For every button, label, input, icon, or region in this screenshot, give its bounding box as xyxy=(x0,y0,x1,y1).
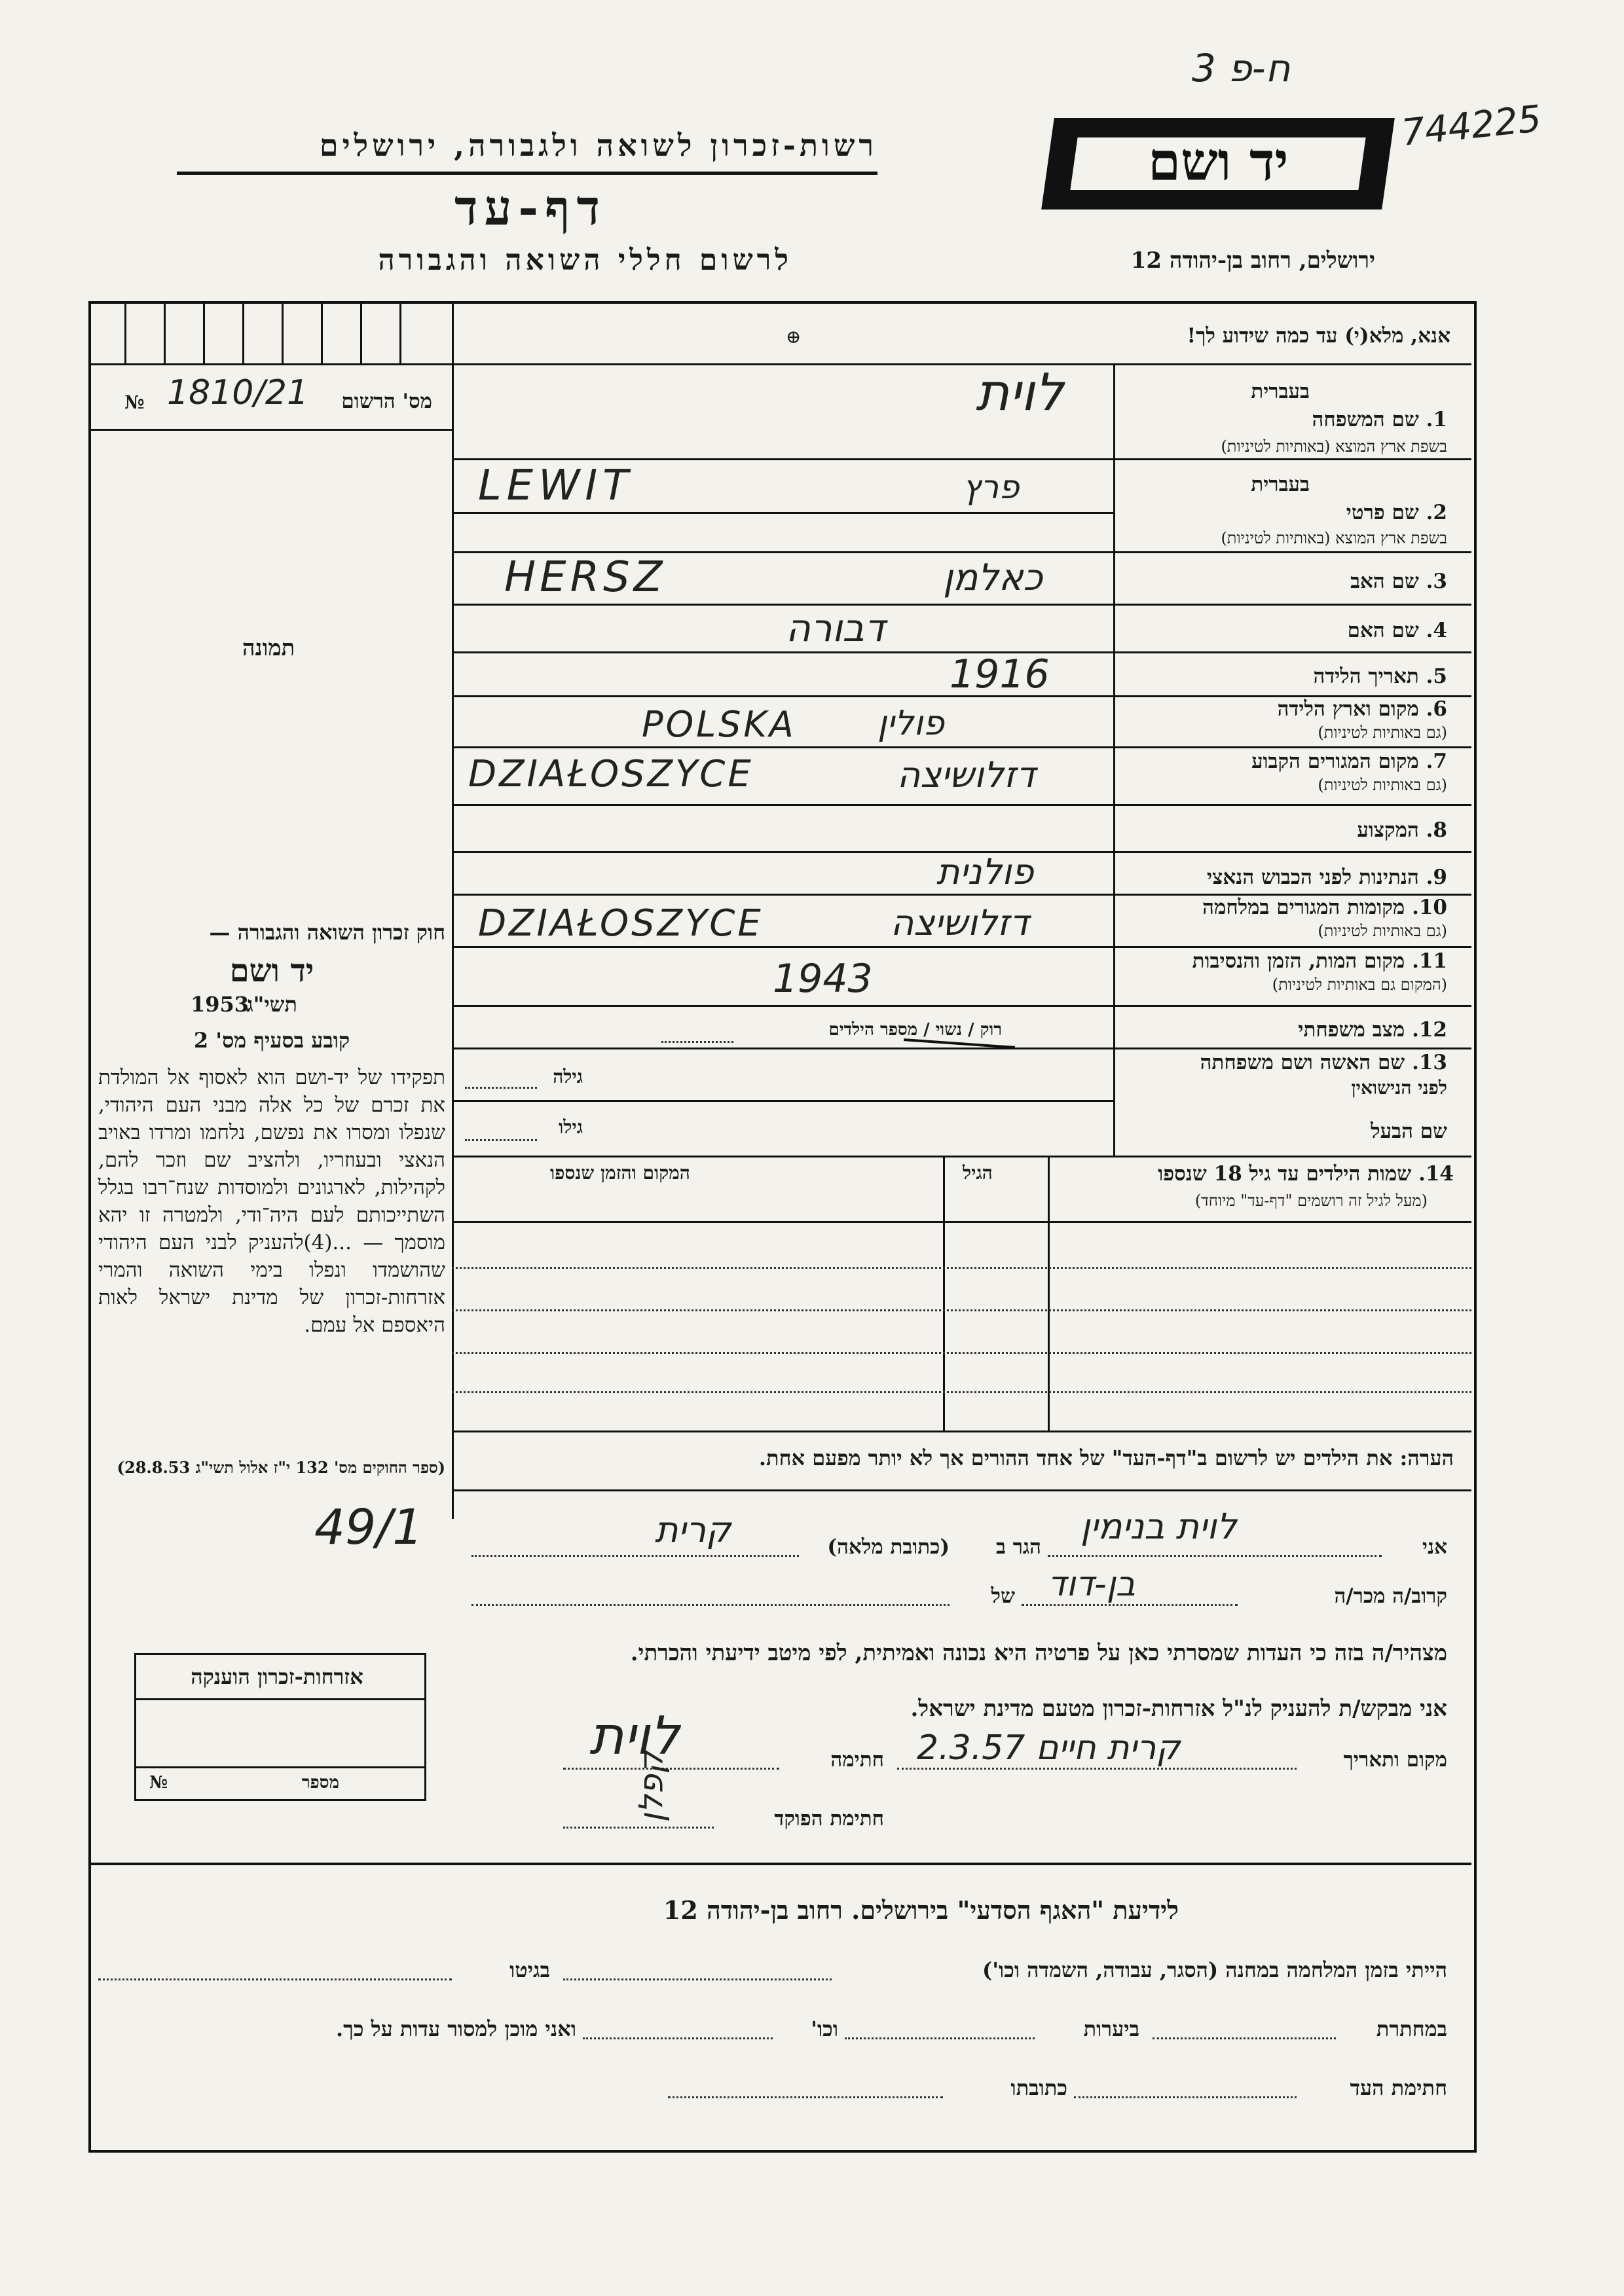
husband-age-label: גילו xyxy=(559,1116,583,1138)
field-7-label: 7. מקום המגורים הקבוע xyxy=(1251,750,1447,773)
bottom-line3-b: כתובתו xyxy=(1010,2075,1067,2100)
citizenship-box xyxy=(134,1653,426,1801)
field-2-label: 2. שם פרטי xyxy=(1346,501,1447,524)
citizenship-title: אזרחות-זכרון הוענקה xyxy=(191,1664,363,1689)
field-3-hebrew: כאלמן xyxy=(943,556,1043,599)
law-year: 1953 xyxy=(190,992,249,1017)
place-date-value: קרית חיים 2.3.57 xyxy=(917,1728,1181,1768)
children-row-1 xyxy=(452,1267,1471,1269)
field-11-label: 11. מקום המות, הזמן והנסיבות xyxy=(1192,949,1447,973)
field-5-value: 1916 xyxy=(950,651,1050,697)
field-14-place-header: המקום והזמן שנספו xyxy=(550,1162,690,1184)
field-6-sub: (גם באותיות לטיניות) xyxy=(1318,723,1447,742)
bottom-section-rule xyxy=(88,1863,1471,1865)
relation-value: בן-דוד xyxy=(1048,1565,1135,1604)
declaration-text: מצהיר/ה בזה כי העדות שמסרתי כאן על פרטיה היא נכונה ואמיתית, לפי מיטב ידיעתי והכרתי. xyxy=(630,1640,1447,1666)
field-9-value: פולנית xyxy=(936,851,1034,892)
bottom-line1-blank-2 xyxy=(98,1978,452,1980)
field-10-hebrew: דזלושיצה xyxy=(891,902,1029,943)
header-rule xyxy=(177,172,877,175)
registration-number: 1810/21 xyxy=(167,373,309,412)
row-1-rule xyxy=(452,458,1471,460)
hebrew-label-2: בעברית xyxy=(1251,473,1310,496)
hebrew-label-1: בעברית xyxy=(1251,380,1310,403)
bottom-line1-b: בגיטו xyxy=(509,1958,550,1982)
field-6-label: 6. מקום וארץ הלידה xyxy=(1277,697,1447,721)
bottom-line1-a: הייתי בזמן המלחמה במחנה (הסגר, עבודה, השמדה וכו') xyxy=(982,1958,1447,1982)
yad-vashem-logo xyxy=(1041,118,1395,210)
signature-label: חתימה xyxy=(830,1748,884,1772)
field-3-label: 3. שם האב xyxy=(1350,570,1447,593)
field-2-hebrew: פרץ xyxy=(963,468,1020,506)
row-13-rule xyxy=(452,1100,1113,1102)
field-2-sub: בשפת ארץ המוצא (באותיות לטיניות) xyxy=(1221,529,1447,547)
form-subtitle: לרשום חללי השואה והגבורה xyxy=(378,244,792,277)
bottom-line2-blank-3 xyxy=(583,2037,773,2039)
bottom-line1-blank-1 xyxy=(563,1978,832,1980)
children-col-divider-2 xyxy=(943,1156,945,1430)
bottom-line3-a: חתימת העד xyxy=(1350,2075,1447,2100)
field-14-label: 14. שמות הילדים עד גיל 18 שנספו xyxy=(1158,1162,1454,1186)
children-row-2 xyxy=(452,1309,1471,1311)
field-4-label: 4. שם האם xyxy=(1347,619,1447,642)
husband-rule xyxy=(452,1156,1471,1157)
children-bottom-rule xyxy=(452,1430,1471,1432)
children-note: הערה: את הילדים יש לרשום ב"דף-העד" של אחד ההורים אך לא יותר מפעם אחת. xyxy=(758,1446,1454,1470)
note-rule xyxy=(452,1489,1471,1491)
declarant-name: לוית בנימין xyxy=(1080,1506,1237,1547)
field-10-sub: (גם באותיות לטיניות) xyxy=(1318,922,1447,940)
resides-label: הגר ב xyxy=(995,1535,1041,1559)
registration-sign: № xyxy=(124,392,145,413)
law-reference: (ספר החוקים מס' 132 י"ז אלול תשי"ג 28.8.53) xyxy=(117,1458,445,1477)
margin-note: 49/1 xyxy=(314,1499,424,1556)
row-3-rule xyxy=(452,604,1471,606)
field-2-latin: LEWIT xyxy=(478,462,634,510)
address-value: קרית xyxy=(655,1509,731,1550)
field-14-age-header: הגיל xyxy=(963,1162,993,1184)
of-label: של xyxy=(991,1584,1015,1608)
of-blank xyxy=(471,1604,950,1606)
field-11-sub: (המקום גם באותיות לטיניות) xyxy=(1272,975,1447,994)
law-clause: קובע בסעיף מס' 2 xyxy=(193,1028,350,1053)
authority-line: רשות-זכרון לשואה ולגבורה, ירושלים xyxy=(319,128,877,163)
field-1-label: 1. שם המשפחה xyxy=(1312,408,1447,431)
children-row-3 xyxy=(452,1352,1471,1354)
logo-text: יד ושם xyxy=(1148,131,1289,192)
field-7-latin: DZIAŁOSZYCE xyxy=(468,753,754,795)
husband-label: שם הבעל xyxy=(1371,1120,1447,1143)
address-label: (כתובת מלאה) xyxy=(827,1535,950,1559)
law-year-he: תשי"ג xyxy=(246,992,297,1017)
citizenship-number-label: מספר xyxy=(301,1773,339,1793)
officer-label: חתימת הפוקד xyxy=(774,1807,884,1831)
request-text: אני מבקש/ת להעניק לנ"ל אזרחות-זכרון מטעם מדינת ישראל. xyxy=(910,1696,1447,1722)
relative-label: קרוב/ה מכר/ה xyxy=(1334,1584,1447,1608)
field-7-sub: (גם באותיות לטיניות) xyxy=(1318,776,1447,794)
archive-number: 744225 xyxy=(1399,98,1543,155)
field-4-value: דבורה xyxy=(786,606,885,650)
bottom-heading: לידיעת "האגף הסדעי" בירושלים. רחוב בן-יהודה 12 xyxy=(663,1895,1179,1925)
bottom-line2-c: וכו' xyxy=(811,2016,838,2041)
field-6-hebrew: פולין xyxy=(877,704,944,743)
field-7-hebrew: דזלושיצה xyxy=(897,754,1036,795)
law-title: חוק זכרון השואה והגבורה — xyxy=(209,920,445,945)
registration-label: מס' הרשום xyxy=(341,390,432,413)
officer-signature: קפלן xyxy=(632,1751,671,1823)
children-row-4 xyxy=(452,1391,1471,1393)
field-13-label: 13. שם האשה ושם משפחתה xyxy=(1200,1051,1447,1074)
registration-rule xyxy=(88,429,452,431)
children-col-divider-1 xyxy=(1048,1156,1050,1430)
row-10-rule xyxy=(452,946,1471,948)
field-10-latin: DZIAŁOSZYCE xyxy=(478,902,764,945)
law-name: יד ושם xyxy=(229,953,314,989)
field-10-label: 10. מקומות המגורים במלחמה xyxy=(1202,896,1447,919)
law-text: תפקידו של יד-ושם הוא לאסוף אל המולדת את זכרם של כל אלה מבני העם היהודי, שנפלו ומסרו את נפשם, נלחמו ומרדו באויב הנאצי ובעוזריו, ולהציב שם וזכר להם, לקהילות, לארגונים ולמוסדות שנח־רבו בגלל השתייכותם לעם היה־ודי, ולמטרה זו יהא מוסמך — ...(4)להעניק לבני העם היהודי שהושמדו ונפלו בימי השואה והמרי אזרחות-זכרון של מדינת ישראל לאות היאספם אל עמם. xyxy=(98,1066,445,1337)
form-title: דף-עד xyxy=(454,180,607,236)
circle-mark-icon: ⊕ xyxy=(786,326,802,348)
field-5-label: 5. תאריך הלידה xyxy=(1313,665,1447,688)
children-header-rule xyxy=(452,1221,1471,1223)
husband-age-blank xyxy=(465,1139,537,1141)
field-13-age-label: גילה xyxy=(553,1066,583,1087)
field-6-latin: POLSKA xyxy=(642,704,796,745)
field-12-options: רוק / נשוי / מספר הילדים xyxy=(828,1020,1002,1040)
row-11-rule xyxy=(452,1005,1471,1007)
instruction-text: אנא, מלא(י) עד כמה שידוע לך! xyxy=(1187,324,1450,348)
name-blank xyxy=(1048,1555,1382,1557)
row-2-mid-rule xyxy=(452,512,1113,514)
field-9-label: 9. הנתינות לפני הכבוש הנאצי xyxy=(1207,866,1447,889)
row-6-rule xyxy=(452,746,1471,748)
citizenship-sign: № xyxy=(149,1773,168,1793)
field-1-sub: בשפת ארץ המוצא (באותיות לטיניות) xyxy=(1221,437,1447,456)
bottom-line3-blank-1 xyxy=(1074,2096,1297,2098)
ani-label: אני xyxy=(1422,1535,1447,1559)
signature-blank xyxy=(563,1768,779,1770)
bottom-line2-a: במחתרת xyxy=(1376,2016,1447,2041)
bottom-line2-blank-2 xyxy=(845,2037,1035,2039)
row-7-rule xyxy=(452,804,1471,806)
address-blank xyxy=(471,1555,799,1557)
bottom-line3-blank-2 xyxy=(668,2096,943,2098)
field-11-value: 1943 xyxy=(773,956,873,1002)
address-line: ירושלים, רחוב בן-יהודה 12 xyxy=(1130,247,1375,274)
left-column-divider xyxy=(452,301,454,1519)
bottom-line2-blank-1 xyxy=(1153,2037,1336,2039)
place-date-blank xyxy=(897,1768,1297,1770)
archive-mark: 3 ח-פ xyxy=(1192,46,1291,90)
field-12-label: 12. מצב משפחתי xyxy=(1298,1018,1447,1042)
field-13-age-blank xyxy=(465,1087,537,1089)
field-1-value: לוית xyxy=(976,363,1064,422)
signature-value: לוית xyxy=(589,1705,680,1766)
field-8-label: 8. המקצוע xyxy=(1357,818,1447,842)
photo-label: תמונה xyxy=(242,635,295,661)
label-column-divider xyxy=(1113,363,1115,1156)
row-12-rule xyxy=(452,1048,1471,1049)
relation-blank xyxy=(1022,1604,1238,1606)
field-13-sub: לפני הנישואין xyxy=(1351,1077,1447,1099)
field-12-blank xyxy=(661,1041,733,1043)
bottom-line2-b: ביערות xyxy=(1083,2016,1139,2041)
field-3-latin: HERSZ xyxy=(504,553,667,602)
place-date-label: מקום ותאריך xyxy=(1343,1748,1447,1772)
register-strip-rule xyxy=(88,363,452,365)
instruction-rule xyxy=(452,363,1471,365)
field-14-sub: (מעל לגיל זה רושמים "דף-עד" מיוחד) xyxy=(1194,1192,1428,1210)
bottom-line2-d: ואני מוכן למסור עדות על כך. xyxy=(335,2016,576,2041)
officer-blank xyxy=(563,1827,714,1829)
